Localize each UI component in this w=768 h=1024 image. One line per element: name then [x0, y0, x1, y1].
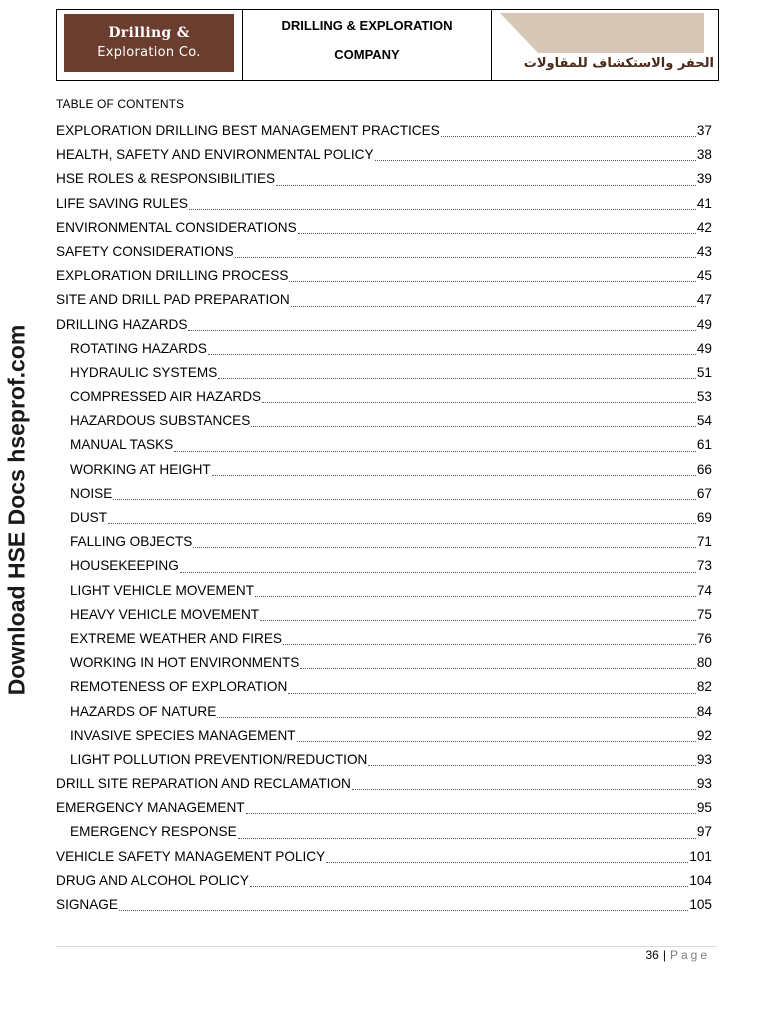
- toc-entry-page: 105: [689, 897, 712, 912]
- toc-entry-page: 92: [696, 727, 712, 743]
- toc-entry-page: 42: [696, 219, 712, 235]
- toc-entry-page: 75: [696, 606, 712, 622]
- toc-entry-label: ROTATING HAZARDS: [70, 340, 207, 356]
- toc-entry[interactable]: [56, 216, 712, 240]
- toc-entry-page: 82: [696, 679, 712, 695]
- toc-entry-label: COMPRESSED AIR HAZARDS: [70, 389, 262, 405]
- toc-dot-leader: [255, 596, 696, 597]
- toc-entry[interactable]: [56, 337, 712, 361]
- toc-entry-page: 53: [696, 389, 712, 405]
- toc-entry-label: DRILL SITE REPARATION AND RECLAMATION: [56, 776, 351, 792]
- toc-dot-leader: [212, 475, 696, 476]
- toc-dot-leader: [297, 741, 696, 742]
- toc-entry[interactable]: [56, 361, 712, 385]
- toc-entry[interactable]: [56, 313, 712, 337]
- footer-rule: [56, 946, 716, 947]
- toc-entry-label: HAZARDOUS SUBSTANCES: [70, 413, 251, 429]
- toc-entry[interactable]: [56, 845, 712, 869]
- toc-dot-leader: [113, 499, 696, 500]
- toc-entry[interactable]: [56, 554, 712, 578]
- toc-entry-label: LIGHT VEHICLE MOVEMENT: [70, 582, 255, 598]
- toc-entry-page: 73: [696, 558, 712, 574]
- toc-entry-label: REMOTENESS OF EXPLORATION: [70, 679, 288, 695]
- toc-entry-label: LIGHT POLLUTION PREVENTION/REDUCTION: [70, 751, 368, 767]
- company-logo: [64, 14, 234, 72]
- toc-entry-label: HEAVY VEHICLE MOVEMENT: [70, 606, 260, 622]
- toc-entry-label: HAZARDS OF NATURE: [70, 703, 217, 719]
- toc-entry-label: MANUAL TASKS: [70, 437, 174, 453]
- toc-entry-label: EXPLORATION DRILLING PROCESS: [56, 268, 289, 284]
- page-number: 36: [645, 948, 659, 962]
- toc-entry-page: 61: [696, 437, 712, 453]
- toc-entry[interactable]: [56, 772, 712, 796]
- toc-entry-page: 104: [689, 872, 712, 888]
- toc-dot-leader: [238, 838, 696, 839]
- toc-entry-label: EMERGENCY RESPONSE: [70, 824, 237, 840]
- toc-entry[interactable]: [56, 506, 712, 530]
- toc-entry-label: VEHICLE SAFETY MANAGEMENT POLICY: [56, 848, 326, 864]
- toc-entry-label: SIGNAGE: [56, 897, 118, 912]
- toc-entry-label: EMERGENCY MANAGEMENT: [56, 800, 245, 816]
- toc-entry[interactable]: [56, 143, 712, 167]
- toc-heading: TABLE OF CONTENTS: [56, 97, 185, 111]
- toc-dot-leader: [375, 160, 696, 161]
- toc-entry-page: 37: [696, 123, 712, 138]
- logo-line-2: Exploration Co.: [97, 45, 201, 60]
- toc-entry-page: 38: [696, 147, 712, 163]
- toc-entry-page: 49: [696, 316, 712, 332]
- header-title-cell: [243, 10, 492, 80]
- toc-dot-leader: [262, 402, 696, 403]
- toc-entry-label: SITE AND DRILL PAD PREPARATION: [56, 292, 290, 308]
- toc-entry[interactable]: [56, 820, 712, 844]
- header-title-line-2: COMPANY: [334, 47, 400, 62]
- toc-entry-label: DRILLING HAZARDS: [56, 316, 188, 332]
- toc-entry[interactable]: [56, 192, 712, 216]
- logo-line-1: Drilling &: [108, 25, 190, 41]
- toc-dot-leader: [193, 547, 695, 548]
- toc-dot-leader: [283, 644, 696, 645]
- toc-entry[interactable]: [56, 724, 712, 748]
- toc-entry[interactable]: [56, 433, 712, 457]
- toc-entry-page: 95: [696, 800, 712, 816]
- toc-entry-label: HOUSEKEEPING: [70, 558, 179, 574]
- toc-entry-page: 93: [696, 776, 712, 792]
- page-footer: [645, 948, 710, 962]
- toc-entry-page: 41: [696, 195, 712, 211]
- toc-dot-leader: [208, 354, 696, 355]
- toc-entry-page: 97: [696, 824, 712, 840]
- page-word: Page: [669, 948, 710, 962]
- toc-entry-page: 101: [689, 848, 712, 864]
- toc-dot-leader: [188, 330, 695, 331]
- toc-entry-label: WORKING AT HEIGHT: [70, 461, 211, 477]
- toc-entry[interactable]: [56, 458, 712, 482]
- toc-dot-leader: [300, 668, 696, 669]
- toc-entry[interactable]: [56, 409, 712, 433]
- footer-separator: |: [662, 948, 666, 962]
- toc-entry[interactable]: [56, 579, 712, 603]
- toc-dot-leader: [180, 572, 696, 573]
- toc-entry-label: INVASIVE SPECIES MANAGEMENT: [70, 727, 296, 743]
- toc-entry-page: 93: [696, 751, 712, 767]
- toc-dot-leader: [217, 717, 696, 718]
- toc-entry[interactable]: [56, 240, 712, 264]
- toc-entry[interactable]: [56, 603, 712, 627]
- toc-entry[interactable]: [56, 651, 712, 675]
- toc-entry-page: 47: [696, 292, 712, 308]
- toc-entry[interactable]: [56, 627, 712, 651]
- toc-entry[interactable]: [56, 264, 712, 288]
- toc-dot-leader: [368, 765, 696, 766]
- decorative-band: [500, 13, 704, 53]
- toc-entry-page: 74: [696, 582, 712, 598]
- toc-entry-label: EXPLORATION DRILLING BEST MANAGEMENT PRACTICES: [56, 123, 440, 138]
- toc-dot-leader: [276, 185, 696, 186]
- watermark-text: Download HSE Docs hseprof.com: [3, 324, 30, 696]
- toc-entry-page: 45: [696, 268, 712, 284]
- toc-entry[interactable]: [56, 119, 712, 143]
- toc-entry-label: EXTREME WEATHER AND FIRES: [70, 630, 282, 646]
- toc-list: [56, 119, 712, 917]
- toc-dot-leader: [298, 233, 696, 234]
- toc-dot-leader: [260, 620, 696, 621]
- toc-entry[interactable]: [56, 530, 712, 554]
- toc-entry[interactable]: [56, 288, 712, 312]
- toc-dot-leader: [108, 523, 696, 524]
- header-arabic-cell: [492, 10, 718, 80]
- toc-entry-page: 67: [696, 485, 712, 501]
- toc-entry[interactable]: [56, 796, 712, 820]
- toc-entry-page: 43: [696, 243, 712, 259]
- toc-entry-page: 84: [696, 703, 712, 719]
- toc-entry-label: SAFETY CONSIDERATIONS: [56, 243, 234, 259]
- toc-entry-label: HSE ROLES & RESPONSIBILITIES: [56, 171, 276, 187]
- toc-entry-page: 66: [696, 461, 712, 477]
- toc-entry-label: LIFE SAVING RULES: [56, 195, 188, 211]
- toc-entry-label: FALLING OBJECTS: [70, 534, 193, 550]
- toc-entry-label: DUST: [70, 510, 108, 525]
- toc-entry-label: NOISE: [70, 485, 113, 501]
- toc-dot-leader: [441, 136, 696, 137]
- toc-entry[interactable]: [56, 675, 712, 699]
- toc-dot-leader: [189, 209, 696, 210]
- toc-dot-leader: [291, 306, 696, 307]
- document-header: [56, 9, 719, 81]
- toc-dot-leader: [251, 426, 696, 427]
- toc-entry-page: 69: [696, 510, 712, 525]
- toc-dot-leader: [326, 862, 688, 863]
- toc-dot-leader: [289, 281, 695, 282]
- toc-entry-label: DRUG AND ALCOHOL POLICY: [56, 872, 249, 888]
- toc-entry-page: 80: [696, 655, 712, 671]
- toc-entry-page: 71: [696, 534, 712, 550]
- toc-entry-page: 51: [696, 364, 712, 380]
- header-logo-cell: [57, 10, 243, 80]
- toc-entry-label: WORKING IN HOT ENVIRONMENTS: [70, 655, 300, 671]
- toc-entry[interactable]: [56, 748, 712, 772]
- toc-dot-leader: [174, 451, 696, 452]
- toc-entry[interactable]: [56, 482, 712, 506]
- toc-entry-page: 54: [696, 413, 712, 429]
- toc-entry-label: HEALTH, SAFETY AND ENVIRONMENTAL POLICY: [56, 147, 374, 163]
- toc-entry[interactable]: [56, 893, 712, 917]
- toc-dot-leader: [119, 910, 688, 911]
- arabic-company-name: الحفر والاستكشاف للمقاولات: [523, 56, 714, 71]
- toc-dot-leader: [235, 257, 696, 258]
- toc-entry[interactable]: [56, 385, 712, 409]
- toc-entry-label: ENVIRONMENTAL CONSIDERATIONS: [56, 219, 297, 235]
- toc-dot-leader: [250, 886, 688, 887]
- toc-entry-page: 76: [696, 630, 712, 646]
- toc-dot-leader: [288, 693, 696, 694]
- header-title-line-1: DRILLING & EXPLORATION: [281, 18, 453, 33]
- toc-entry-page: 49: [696, 340, 712, 356]
- toc-entry[interactable]: [56, 700, 712, 724]
- toc-dot-leader: [352, 789, 696, 790]
- toc-entry[interactable]: [56, 869, 712, 893]
- toc-dot-leader: [246, 813, 696, 814]
- toc-entry-label: HYDRAULIC SYSTEMS: [70, 364, 218, 380]
- toc-dot-leader: [218, 378, 696, 379]
- toc-entry[interactable]: [56, 167, 712, 191]
- toc-entry-page: 39: [696, 171, 712, 187]
